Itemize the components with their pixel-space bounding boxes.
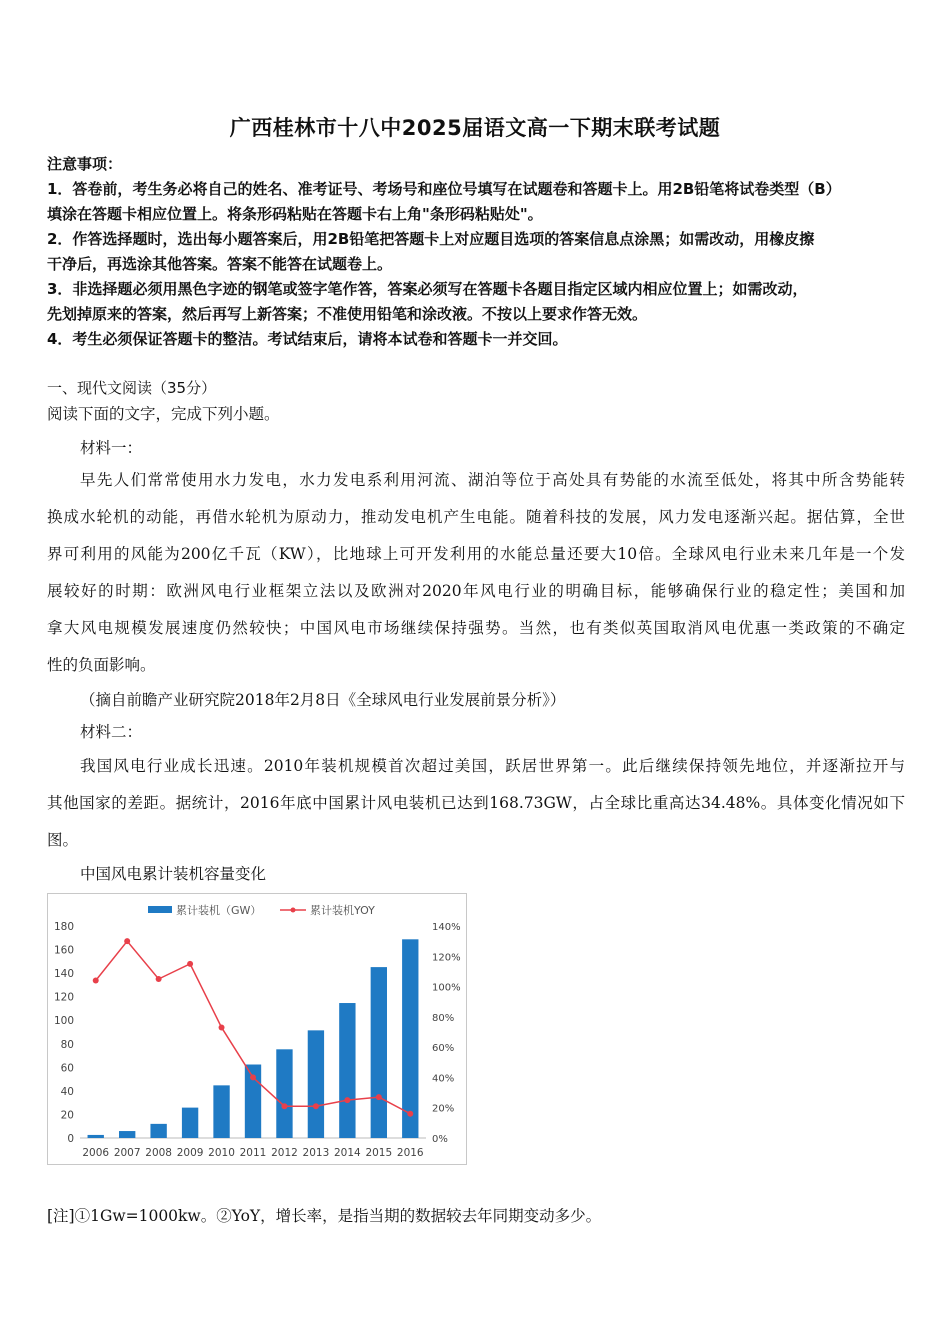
- material1-source: （摘自前瞻产业研究院2018年2月8日《全球风电行业发展前景分析》）: [80, 691, 566, 709]
- x-tick-label: 2010: [208, 1147, 235, 1159]
- yoy-point-2016: [407, 1111, 413, 1117]
- bar-2006: [88, 1135, 104, 1138]
- right-tick-label: 60%: [432, 1043, 455, 1055]
- notice-heading: 注意事项：: [47, 155, 123, 173]
- right-tick-label: 100%: [432, 982, 461, 994]
- chart-legend: [148, 903, 375, 917]
- bar-2016: [402, 939, 418, 1138]
- notice-line: 1．答卷前，考生务必将自己的姓名、准考证号、考场号和座位号填写在试题卷和答题卡上。用2B铅笔将试卷类型（B）: [47, 180, 841, 198]
- left-tick-label: 80: [60, 1038, 74, 1051]
- material2-line: 我国风电行业成长迅速。2010年装机规模首次超过美国，跃居世界第一。此后继续保持领先地位，并逐渐拉开与: [80, 757, 905, 775]
- yoy-point-2006: [93, 978, 99, 984]
- material1-line: 早先人们常常使用水力发电，水力发电系利用河流、湖泊等位于高处具有势能的水流至低处，将其中所含势能转: [80, 471, 905, 489]
- legend-line-label: 累计装机YOY: [310, 904, 375, 917]
- bar-2014: [339, 1003, 355, 1138]
- x-tick-label: 2014: [333, 1147, 361, 1159]
- left-tick-label: 180: [53, 921, 74, 933]
- instruction: 阅读下面的文字，完成下列小题。: [47, 405, 280, 423]
- chart-frame: [47, 893, 467, 1165]
- notice-line: 填涂在答题卡相应位置上。将条形码粘贴在答题卡右上角"条形码粘贴处"。: [47, 205, 543, 223]
- bar-2015: [371, 967, 387, 1138]
- yoy-point-2009: [187, 961, 193, 967]
- right-tick-label: 140%: [432, 922, 461, 933]
- left-tick-label: 100: [53, 1015, 74, 1028]
- yoy-point-2011: [250, 1074, 256, 1080]
- x-tick-label: 2016: [396, 1147, 424, 1159]
- yoy-point-2008: [156, 976, 162, 982]
- notice-line: 3．非选择题必须用黑色字迹的钢笔或签字笔作答，答案必须写在答题卡各题目指定区域内相应位置上；如需改动，: [47, 280, 808, 298]
- yoy-point-2013: [313, 1103, 319, 1109]
- material1-line: 界可利用的风能为200亿千瓦（KW），比地球上可开发利用的水能总量还要大10倍。全球风电行业未来几年是一个发: [47, 545, 905, 563]
- section-heading: 一、现代文阅读（35分）: [47, 379, 217, 397]
- x-tick-label: 2008: [145, 1147, 173, 1159]
- left-tick-label: 120: [53, 991, 74, 1004]
- bar-2008: [150, 1124, 166, 1138]
- left-tick-label: 140: [53, 968, 74, 981]
- x-tick-label: 2006: [82, 1147, 110, 1159]
- yoy-point-2012: [281, 1103, 287, 1109]
- right-tick-label: 20%: [432, 1103, 455, 1115]
- notice-line: 干净后，再选涂其他答案。答案不能答在试题卷上。: [47, 255, 393, 273]
- material1-line: 换成水轮机的动能，再借水轮机为原动力，推动发电机产生电能。随着科技的发展，风力发电逐渐兴起。据估算，全世: [47, 508, 905, 526]
- bar-2013: [308, 1030, 324, 1138]
- wind-capacity-chart: [48, 894, 466, 1164]
- yoy-point-2007: [124, 938, 130, 944]
- yoy-point-2010: [219, 1024, 225, 1030]
- yoy-point-2014: [344, 1097, 350, 1103]
- bar-2012: [276, 1049, 292, 1138]
- notice-line: 4．考生必须保证答题卡的整洁。考试结束后，请将本试卷和答题卡一并交回。: [47, 330, 568, 348]
- bar-2010: [213, 1085, 229, 1138]
- x-tick-label: 2012: [271, 1147, 298, 1159]
- yoy-point-2015: [376, 1094, 382, 1100]
- material1-line: 展较好的时期：欧洲风电行业框架立法以及欧洲对2020年风电行业的明确目标，能够确保行业的稳定性；美国和加: [47, 582, 905, 600]
- x-tick-label: 2013: [302, 1147, 330, 1159]
- right-tick-label: 40%: [432, 1073, 455, 1085]
- material1-line: 性的负面影响。: [47, 656, 156, 674]
- bar-2009: [182, 1108, 198, 1138]
- chart-note: [注]①1Gw=1000kw。②YoY，增长率，是指当期的数据较去年同期变动多少。: [47, 1207, 602, 1225]
- left-tick-label: 160: [53, 944, 74, 957]
- left-tick-label: 20: [60, 1109, 74, 1122]
- right-tick-label: 0%: [432, 1134, 448, 1145]
- notice-line: 先划掉原来的答案，然后再写上新答案；不准使用铅笔和涂改液。不按以上要求作答无效。: [47, 305, 648, 323]
- legend-line-marker: [291, 908, 296, 913]
- x-tick-label: 2007: [113, 1147, 141, 1159]
- material2-line: 其他国家的差距。据统计，2016年底中国累计风电装机已达到168.73GW，占全球比重高达34.48%。具体变化情况如下: [47, 794, 905, 812]
- left-tick-label: 40: [60, 1085, 74, 1098]
- right-tick-label: 120%: [432, 952, 461, 964]
- right-tick-label: 80%: [432, 1012, 455, 1024]
- left-tick-label: 0: [67, 1133, 74, 1145]
- material1-line: 拿大风电规模发展速度仍然较快；中国风电市场继续保持强势。当然，也有类似英国取消风电优惠一类政策的不确定: [47, 619, 905, 637]
- page-title: 广西桂林市十八中2025届语文高一下期末联考试题: [229, 116, 721, 140]
- bar-2007: [119, 1131, 135, 1138]
- legend-bar-swatch: [148, 906, 172, 913]
- chart-caption: 中国风电累计装机容量变化: [80, 865, 267, 883]
- x-tick-label: 2015: [365, 1147, 393, 1159]
- x-tick-label: 2011: [239, 1147, 267, 1159]
- notice-line: 2．作答选择题时，选出每小题答案后，用2B铅笔把答题卡上对应题目选项的答案信息点涂黑；如需改动，用橡皮擦: [47, 230, 815, 248]
- legend-bar-label: 累计装机（GW）: [176, 904, 262, 917]
- left-tick-label: 60: [60, 1062, 74, 1075]
- material1-label: 材料一：: [80, 439, 143, 457]
- x-tick-label: 2009: [176, 1147, 204, 1159]
- material2-line: 图。: [47, 831, 79, 849]
- material2-label: 材料二：: [80, 723, 143, 741]
